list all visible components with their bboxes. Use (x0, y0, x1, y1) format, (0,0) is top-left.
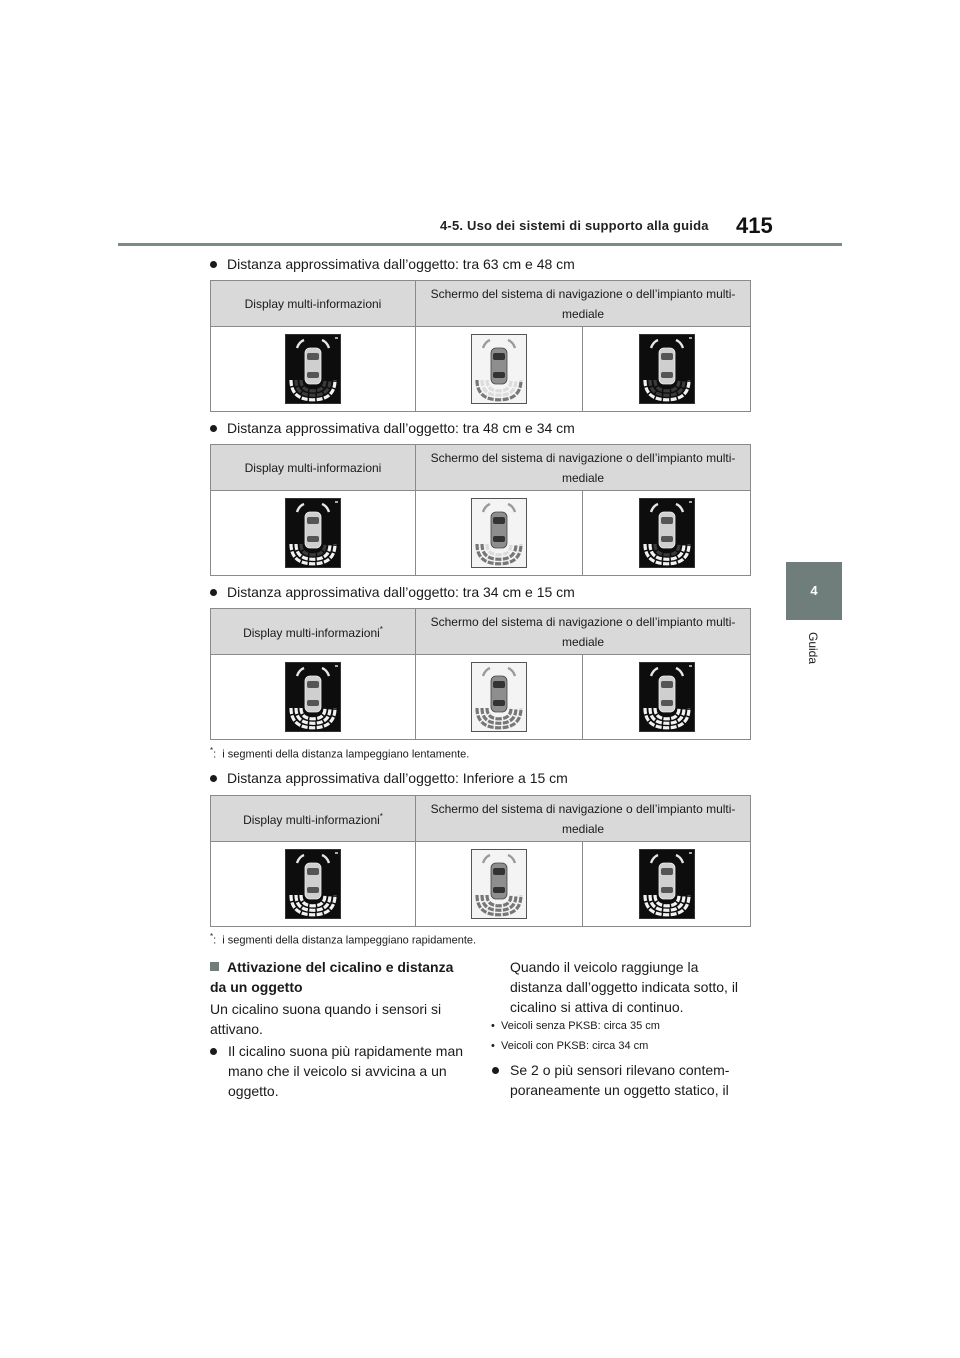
section-2-bullet (210, 420, 575, 436)
footnote-marker: * (379, 812, 383, 821)
section-1-table (210, 280, 751, 412)
mid-display-screen (285, 662, 341, 732)
nav-screen-light (471, 334, 527, 404)
chapter-tab: 4 (786, 562, 842, 620)
col-header-nav: Schermo del sistema di navigazione o dell’impianto multi-mediale (416, 609, 751, 655)
buzzer-intro: Un cicalino suona quando i sensori si attivano. (210, 1001, 442, 1037)
buzzer-heading (210, 957, 470, 997)
section-2-table (210, 444, 751, 576)
buzzer-bullet-1 (210, 1041, 470, 1101)
col-header-nav: Schermo del sistema di navigazione o dell’impianto multi-mediale (416, 445, 751, 491)
nav-screen-light (471, 662, 527, 732)
footnote-marker: * (210, 746, 214, 755)
section-4-table (210, 795, 751, 927)
footnote-marker: * (379, 625, 383, 634)
section-3-bullet (210, 584, 575, 600)
section-4-text: Distanza approssimativa dall’oggetto: Inferiore a 15 cm (227, 770, 568, 786)
buzzer-heading-text: Attivazione del cicalino e distanza da un oggetto (210, 959, 454, 995)
col-header-mid: Display multi-informazioni (211, 445, 416, 491)
col-header-mid (211, 796, 416, 842)
col-header-mid (211, 609, 416, 655)
nav-screen-dark (639, 849, 695, 919)
col-header-mid-text: Display multi-informazioni (243, 813, 380, 827)
col-header-mid: Display multi-informazioni (211, 281, 416, 327)
page-number: 415 (736, 213, 773, 238)
col-header-mid-text: Display multi-informazioni (243, 626, 380, 640)
section-4-footnote: *: i segmenti della distanza lampeggiano rapidamente. (210, 932, 477, 947)
bullet-dot-icon (492, 1067, 499, 1074)
buzzer-bullet-2 (492, 1060, 750, 1100)
chapter-label: Guida (806, 632, 820, 665)
nav-screen-dark (639, 334, 695, 404)
section-3-text: Distanza approssimativa dall’oggetto: tra 34 cm e 15 cm (227, 584, 575, 600)
bullet-dot-icon (210, 425, 217, 432)
running-header: 4-5. Uso dei sistemi di supporto alla guida (440, 218, 709, 233)
section-4-bullet (210, 770, 568, 786)
mid-display-screen (285, 334, 341, 404)
bullet-dot-icon (210, 589, 217, 596)
section-2-text: Distanza approssimativa dall’oggetto: tra 48 cm e 34 cm (227, 420, 575, 436)
buzzer-bullet-2-text: Se 2 o più sensori rilevano contem-poraneamente un oggetto statico, il (510, 1062, 730, 1098)
buzzer-sub-2: • Veicoli con PKSB: circa 34 cm (491, 1040, 649, 1052)
square-bullet-icon (210, 962, 219, 971)
header-rule (118, 243, 842, 246)
nav-screen-dark (639, 662, 695, 732)
col-header-nav: Schermo del sistema di navigazione o dell’impianto multi-mediale (416, 796, 751, 842)
section-3-footnote: *: i segmenti della distanza lampeggiano lentamente. (210, 746, 470, 761)
section-1-text: Distanza approssimativa dall’oggetto: tra 63 cm e 48 cm (227, 256, 575, 272)
buzzer-bullet-1-text: Il cicalino suona più rapidamente man mano che il veicolo si avvicina a un oggetto. (228, 1043, 464, 1099)
mid-display-screen (285, 849, 341, 919)
col-header-nav: Schermo del sistema di navigazione o dell’impianto multi-mediale (416, 281, 751, 327)
section-3-table (210, 608, 751, 740)
buzzer-right-text: Quando il veicolo raggiunge la distanza dall’oggetto indicata sotto, il cicalino si attiva di continuo. (510, 959, 739, 1015)
buzzer-sub-1: • Veicoli senza PKSB: circa 35 cm (491, 1020, 660, 1032)
buzzer-sub-1-text: Veicoli senza PKSB: circa 35 cm (500, 1020, 660, 1032)
bullet-dot-icon (210, 261, 217, 268)
nav-screen-dark (639, 498, 695, 568)
footnote-text: i segmenti della distanza lampeggiano lentamente. (222, 748, 470, 761)
footnote-marker: * (210, 932, 214, 941)
buzzer-sub-2-text: Veicoli con PKSB: circa 34 cm (500, 1040, 649, 1052)
section-1-bullet (210, 256, 575, 272)
nav-screen-light (471, 498, 527, 568)
bullet-dot-icon (210, 1048, 217, 1055)
mid-display-screen (285, 498, 341, 568)
nav-screen-light (471, 849, 527, 919)
footnote-text: i segmenti della distanza lampeggiano rapidamente. (222, 934, 477, 947)
bullet-dot-icon (210, 775, 217, 782)
